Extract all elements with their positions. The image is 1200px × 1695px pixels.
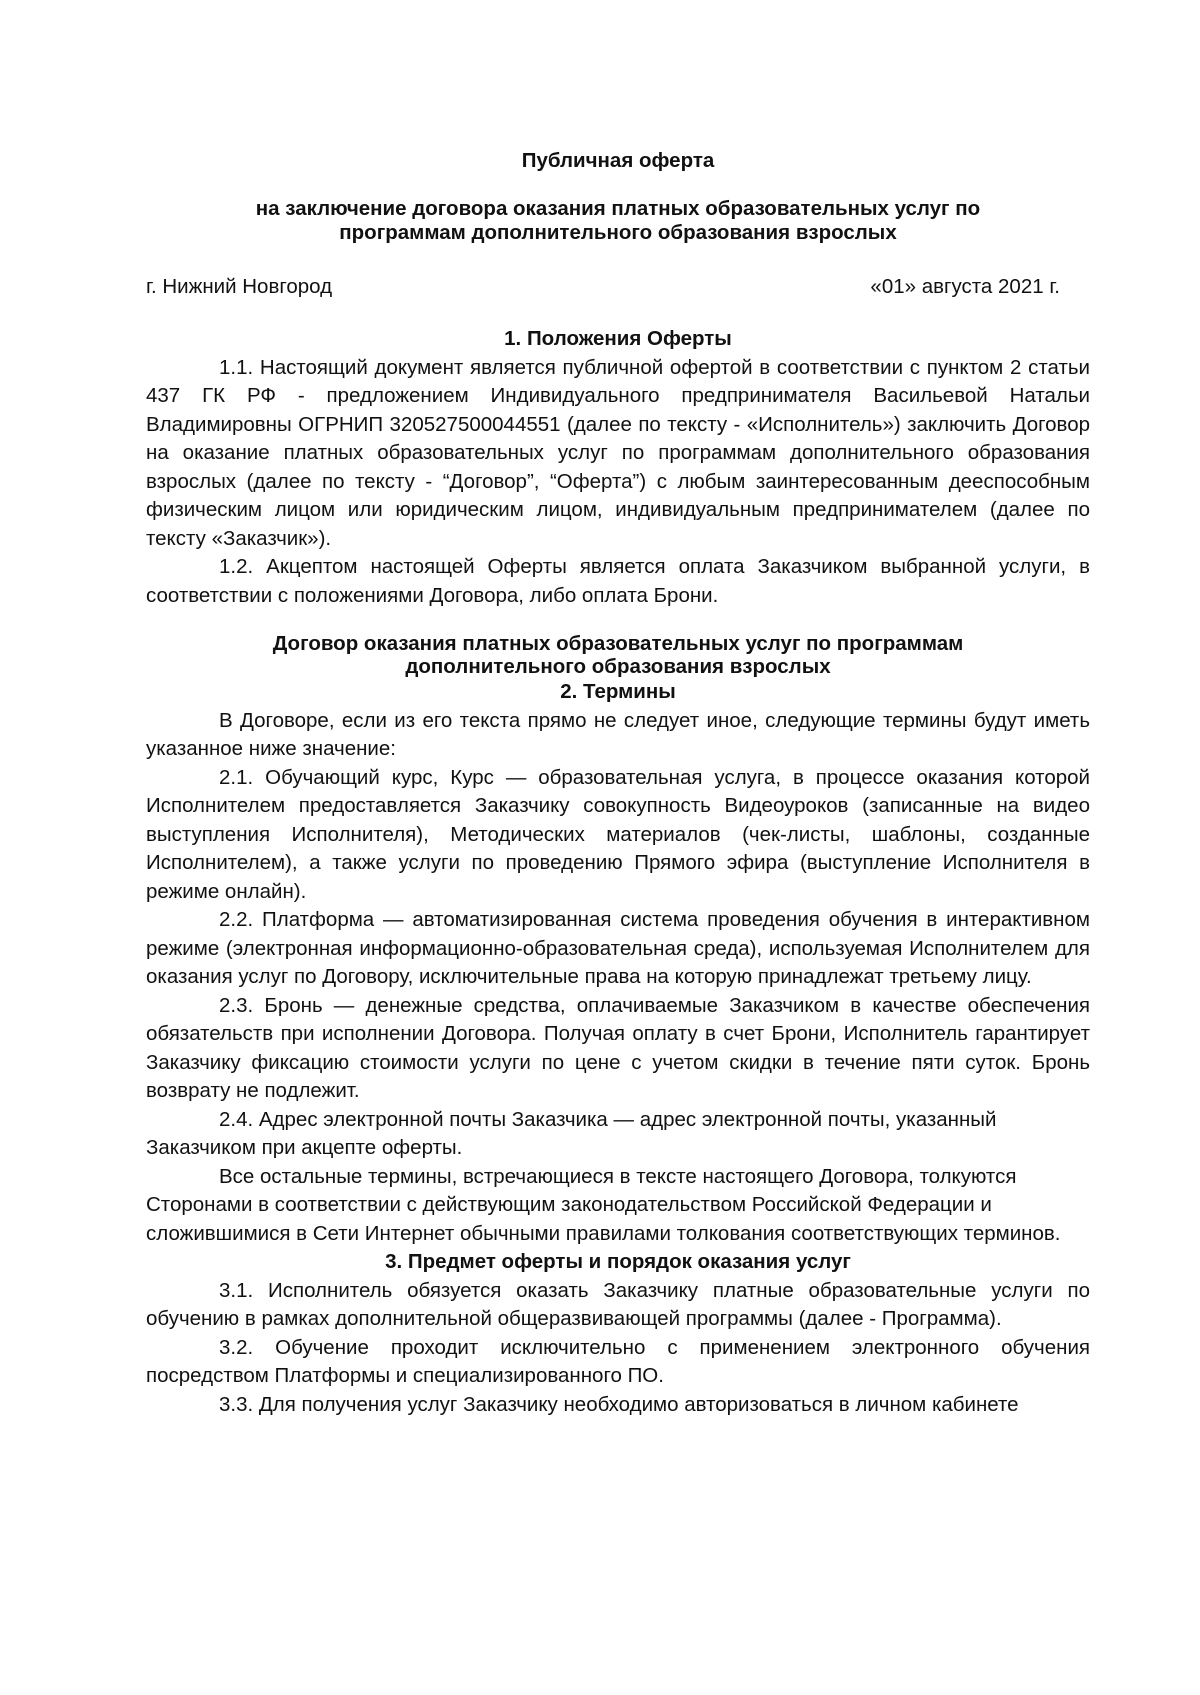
subtitle-line-1: на заключение договора оказания платных образовательных услуг по <box>255 196 981 220</box>
paragraph-2-1: 2.1. Обучающий курс, Курс — образовательная услуга, в процессе оказания которой Исполнителем предоставляется Заказчику совокупность Видеоуроков (записанные на видео выступления Исполнителя), Методических материалов (чек-листы, шаблоны, созданные Исполнителем), а также услуги по проведению Прямого эфира (выступление Исполнителя в режиме онлайн). <box>146 765 1090 903</box>
city: г. Нижний Новгород <box>146 274 333 298</box>
contract-heading-line-2: дополнительного образования взрослых <box>405 655 831 678</box>
paragraph-1-1: 1.1. Настоящий документ является публичной офертой в соответствии с пунктом 2 статьи 437 ГК РФ - предложением Индивидуального предпринимателя Васильевой Натальи Владимировны ОГРНИП 320527500044551 (далее по тексту - «Исполнитель») заключить Договор на оказание платных образовательных услуг по программам дополнительного образования взрослых (далее по тексту - “Договор”, “Оферта”) с любым заинтересованным дееспособным физическим лицом или юридическим лицом, индивидуальным предпринимателем (далее по тексту «Заказчик»). <box>146 355 1090 550</box>
paragraph-2-2: 2.2. Платформа — автоматизированная система проведения обучения в интерактивном режиме (электронная информационно-образовательная среда), используемая Исполнителем для оказания услуг по Договору, исключительные права на которую принадлежат третьему лицу. <box>146 908 1090 988</box>
contract-heading-line-1: Договор оказания платных образовательных услуг по программам <box>272 632 964 655</box>
paragraph-2-intro: В Договоре, если из его текста прямо не следует иное, следующие термины будут иметь указанное ниже значение: <box>146 708 1090 760</box>
paragraph-3-3: 3.3. Для получения услуг Заказчику необходимо авторизоваться в личном кабинете <box>219 1392 1019 1416</box>
city-date-line <box>146 273 1090 302</box>
paragraph-3-1: 3.1. Исполнитель обязуется оказать Заказчику платные образовательные услуги по обучению в рамках дополнительной общеразвивающей программы (далее - Программа). <box>146 1278 1090 1330</box>
paragraph-2-3: 2.3. Бронь — денежные средства, оплачиваемые Заказчиком в качестве обеспечения обязательств при исполнении Договора. Получая оплату в счет Брони, Исполнитель гарантирует Заказчику фиксацию стоимости услуги по цене с учетом скидки в течение пяти суток. Бронь возврату не подлежит. <box>146 993 1090 1102</box>
paragraph-2-4: 2.4. Адрес электронной почты Заказчика — адрес электронной почты, указанный Заказчиком при акцепте оферты. <box>146 1107 997 1159</box>
section-2-heading: 2. Термины <box>560 680 676 703</box>
subtitle-line-2: программам дополнительного образования взрослых <box>339 220 897 244</box>
document-title: Публичная оферта <box>521 149 715 172</box>
contract-heading <box>146 632 1090 678</box>
document-date: «01» августа 2021 г. <box>870 274 1060 298</box>
paragraph-2-other-terms: Все остальные термины, встречающиеся в тексте настоящего Договора, толкуются Сторонами в соответствии с действующим законодательством Российской Федерации и сложившимися в Сети Интернет обычными правилами толкования соответствующих терминов. <box>146 1164 1061 1245</box>
paragraph-1-2: 1.2. Акцептом настоящей Оферты является оплата Заказчиком выбранной услуги, в соответствии с положениями Договора, либо оплата Брони. <box>146 555 1090 607</box>
section-1-heading: 1. Положения Оферты <box>504 327 732 350</box>
document-subtitle <box>146 197 1090 245</box>
paragraph-3-2: 3.2. Обучение проходит исключительно с применением электронного обучения посредством Платформы и специализированного ПО. <box>146 1335 1090 1387</box>
section-3-heading: 3. Предмет оферты и порядок оказания услуг <box>385 1250 851 1273</box>
